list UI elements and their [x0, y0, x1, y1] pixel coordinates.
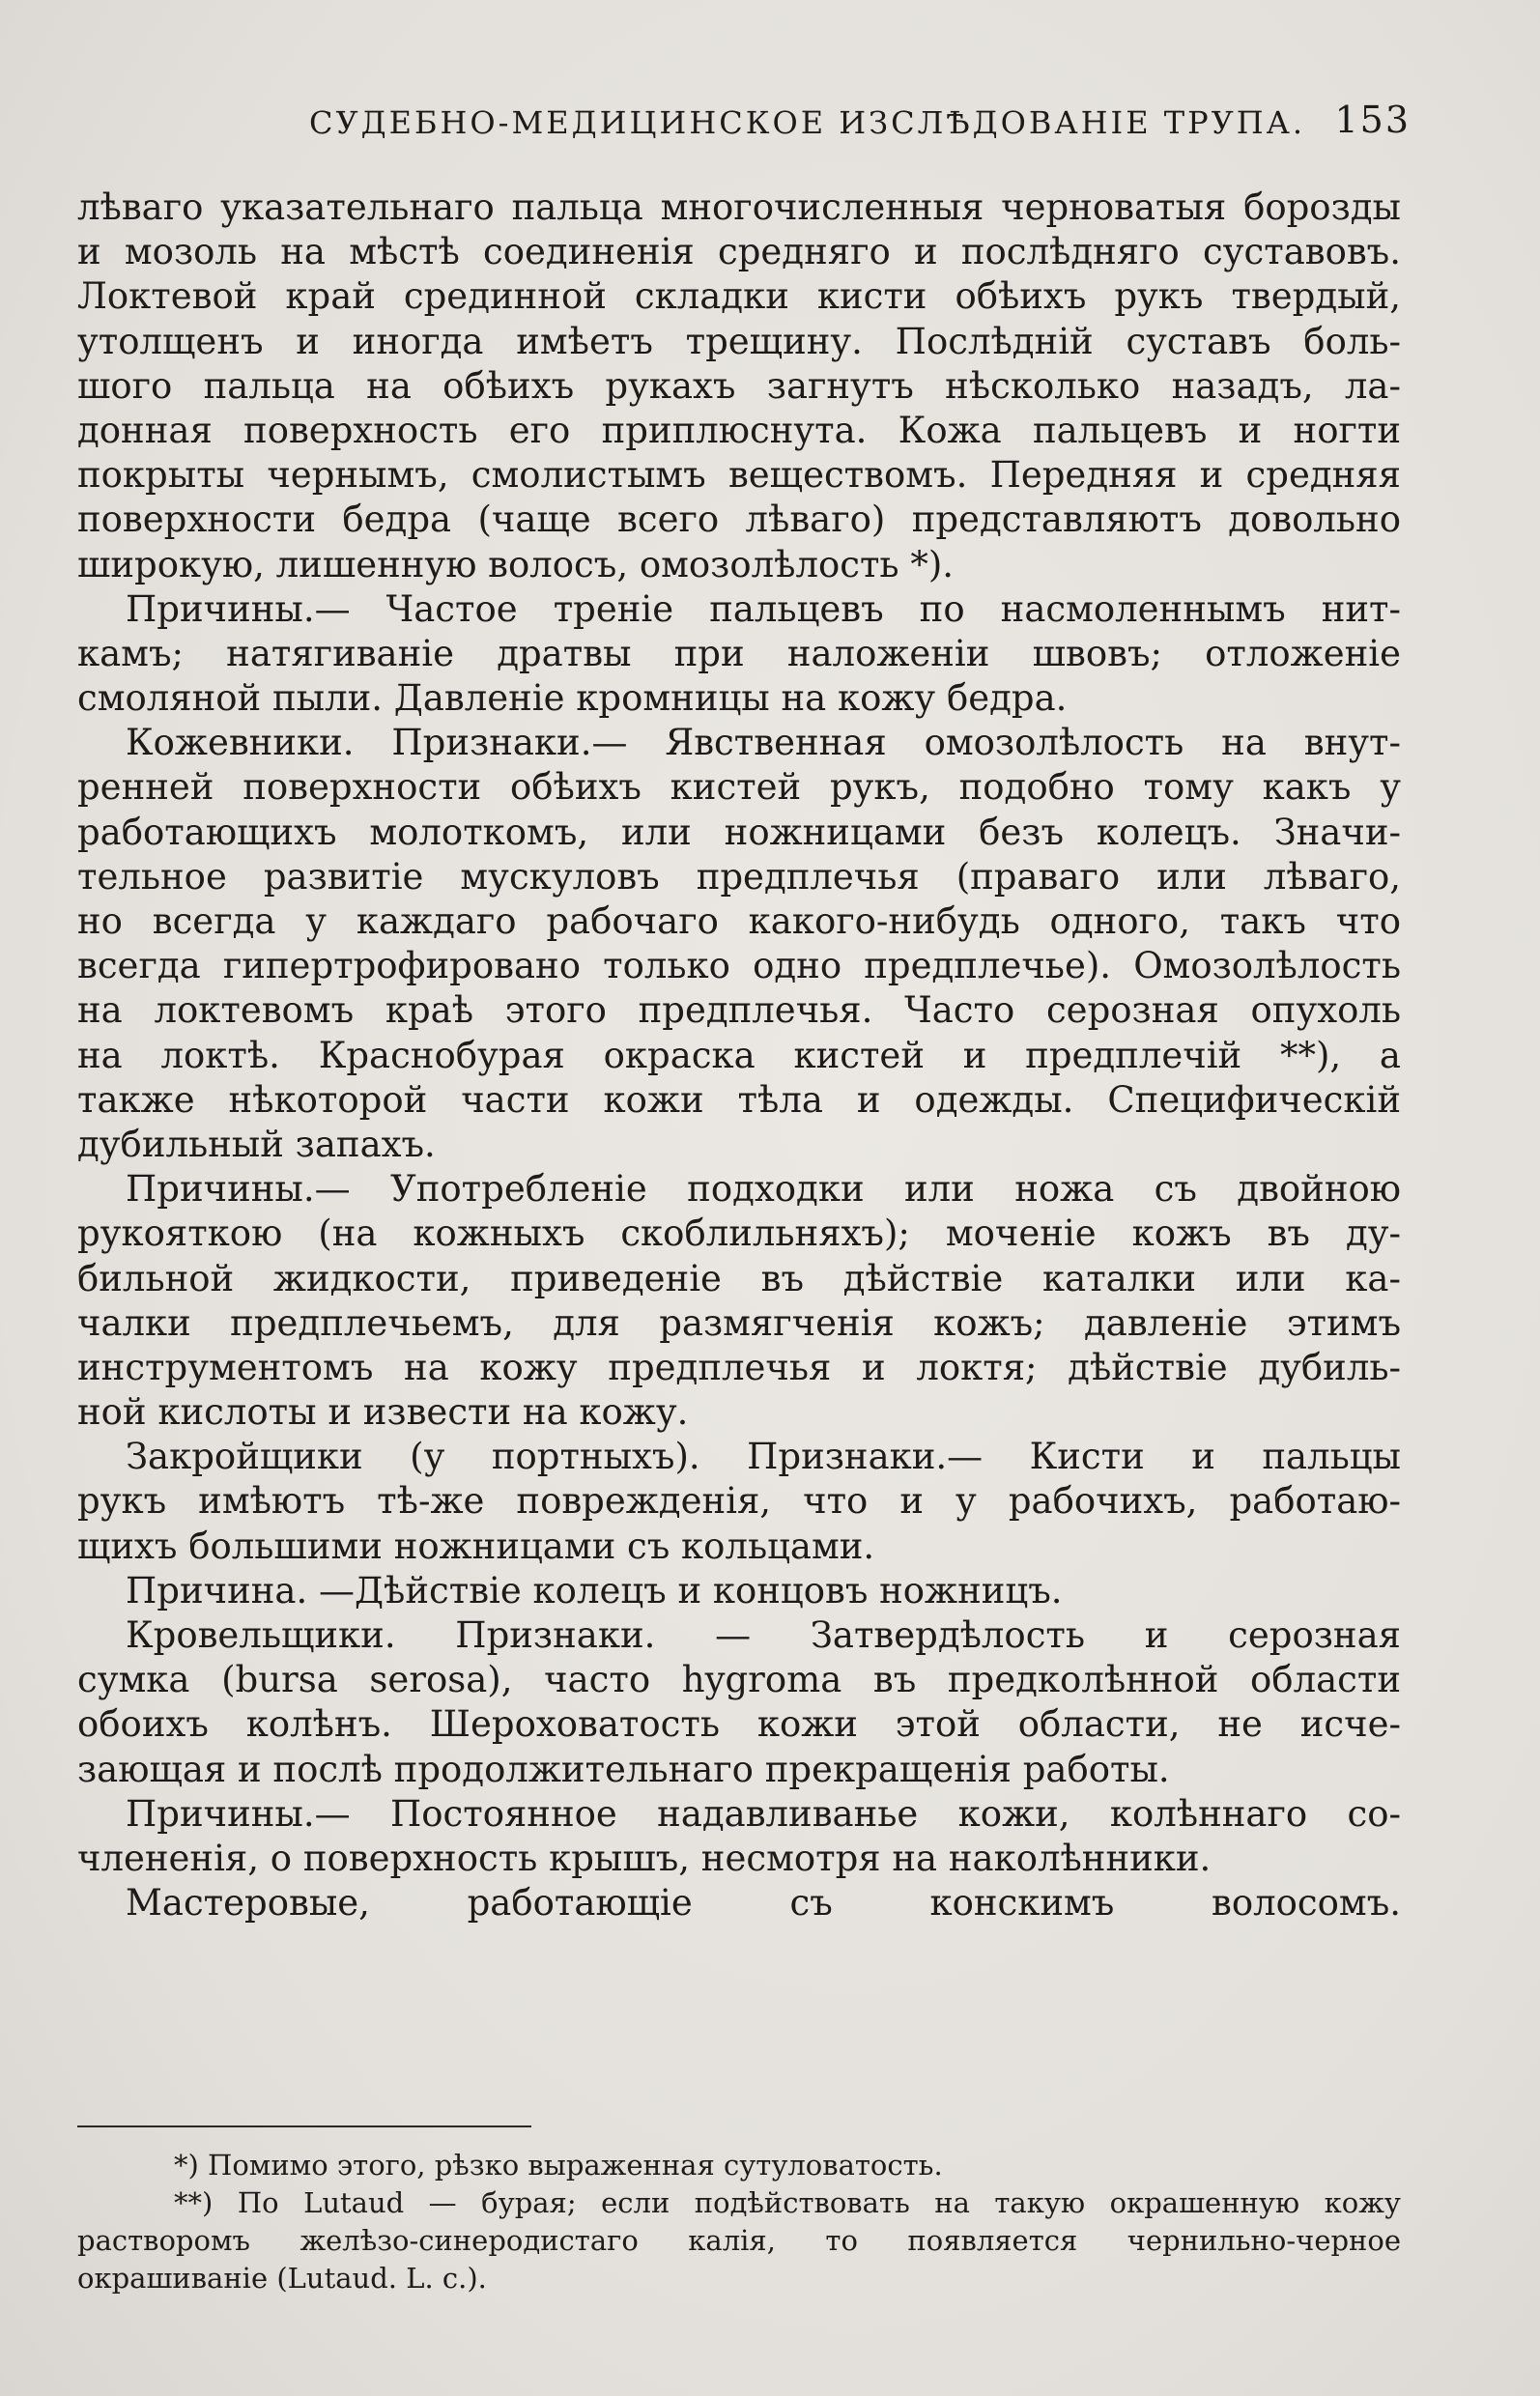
text-line: дубильный запахъ.: [77, 1123, 436, 1165]
text-line: Причины.— Постоянное надавливанье кожи, колѣннаго со-: [126, 1792, 1401, 1835]
text-line: на локтевомъ краѣ этого предплечья. Часто серозная опухоль: [77, 989, 1401, 1032]
footnotes: [77, 2147, 1401, 2297]
text-line: рукояткою (на кожныхъ скоблильняхъ); моченіе кожъ въ ду-: [77, 1212, 1401, 1255]
text-line: инструментомъ на кожу предплечья и локтя; дѣйствіе дубиль-: [77, 1346, 1401, 1388]
text-line: обоихъ колѣнъ. Шероховатость кожи этой области, не исче-: [77, 1703, 1401, 1746]
text-line: сумка (bursa serosa), часто hygroma въ предколѣнной области: [77, 1659, 1401, 1701]
running-title: СУДЕБНО-МЕДИЦИНСКОЕ ИЗСЛѢДОВАНІЕ ТРУПА.: [309, 104, 1306, 141]
footnote-line: окрашиваніе (Lutaud. L. c.).: [77, 2262, 487, 2295]
text-line: работающихъ молоткомъ, или ножницами безъ колецъ. Значи-: [77, 811, 1401, 853]
text-line: Закройщики (у портныхъ). Признаки.— Кисти и пальцы: [126, 1436, 1401, 1478]
text-line: на локтѣ. Краснобурая окраска кистей и предплечій **), а: [77, 1034, 1401, 1076]
text-line: щихъ большими ножницами съ кольцами.: [77, 1525, 875, 1567]
footnote-line: *) Помимо этого, рѣзко выраженная сутуловатость.: [174, 2149, 943, 2182]
text-line: лѣваго указательнаго пальца многочисленныя черноватыя борозды: [77, 186, 1401, 228]
text-line: шого пальца на обѣихъ рукахъ загнутъ нѣсколько назадъ, ла-: [77, 364, 1401, 407]
text-line: Мастеровые, работающіе съ конскимъ волосомъ.: [126, 1882, 1401, 1925]
footnote-line: **) По Lutaud — бурая; если подѣйствовать на такую окрашенную кожу: [174, 2186, 1401, 2219]
text-line: ной кислоты и извести на кожу.: [77, 1391, 689, 1434]
text-line: зающая и послѣ продолжительнаго прекращенія работы.: [77, 1748, 1170, 1790]
body-text: [77, 185, 1401, 1925]
text-line: Причины.— Употребленіе подходки или ножа съ двойною: [126, 1168, 1401, 1211]
footnote-rule: [77, 2125, 531, 2127]
text-line: широкую, лишенную волосъ, омозолѣлость *).: [77, 543, 955, 585]
text-line: Кровельщики. Признаки. — Затвердѣлость и серозная: [126, 1614, 1401, 1656]
page-number: 153: [1334, 99, 1411, 141]
text-line: тельное развитіе мускуловъ предплечья (праваго или лѣваго,: [77, 855, 1401, 898]
text-line: Причины.— Частое треніе пальцевъ по насмоленнымъ нит-: [126, 587, 1401, 630]
text-line: Локтевой край срединной складки кисти обѣихъ рукъ твердый,: [77, 275, 1401, 318]
text-line: члененія, о поверхность крышъ, несмотря на наколѣнники.: [77, 1837, 1212, 1879]
text-line: ренней поверхности обѣихъ кистей рукъ, подобно тому какъ у: [77, 766, 1401, 809]
text-line: поверхности бедра (чаще всего лѣваго) представляютъ довольно: [77, 499, 1401, 541]
text-line: Кожевники. Признаки.— Явственная омозолѣлость на внут-: [126, 722, 1401, 764]
text-line: но всегда у каждаго рабочаго какого-нибудь одного, такъ что: [77, 900, 1401, 942]
footnote-line: растворомъ желѣзо-синеродистаго калія, то появляется чернильно-черное: [77, 2224, 1401, 2257]
text-line: донная поверхность его приплюснута. Кожа пальцевъ и ногти: [77, 409, 1401, 451]
text-line: покрыты чернымъ, смолистымъ веществомъ. Передняя и средняя: [77, 454, 1401, 497]
text-line: утолщенъ и иногда имѣетъ трещину. Послѣдній суставъ боль-: [77, 320, 1401, 362]
text-line: камъ; натягиваніе дратвы при наложеніи швовъ; отложеніе: [77, 632, 1401, 674]
text-line: рукъ имѣютъ тѣ-же поврежденія, что и у рабочихъ, работаю-: [77, 1480, 1401, 1523]
text-line: и мозоль на мѣстѣ соединенія средняго и послѣдняго суставовъ.: [77, 231, 1401, 273]
text-line: всегда гипертрофировано только одно предплечье). Омозолѣлость: [77, 945, 1401, 987]
running-head: [77, 99, 1411, 162]
text-line: смоляной пыли. Давленіе кромницы на кожу бедра.: [77, 677, 1068, 720]
text-line: Причина. —Дѣйствіе колецъ и концовъ ножницъ.: [126, 1569, 1063, 1612]
text-line: чалки предплечьемъ, для размягченія кожъ; давленіе этимъ: [77, 1301, 1401, 1344]
text-line: бильной жидкости, приведеніе въ дѣйствіе каталки или ка-: [77, 1257, 1401, 1299]
text-line: также нѣкоторой части кожи тѣла и одежды. Специфическій: [77, 1078, 1401, 1121]
